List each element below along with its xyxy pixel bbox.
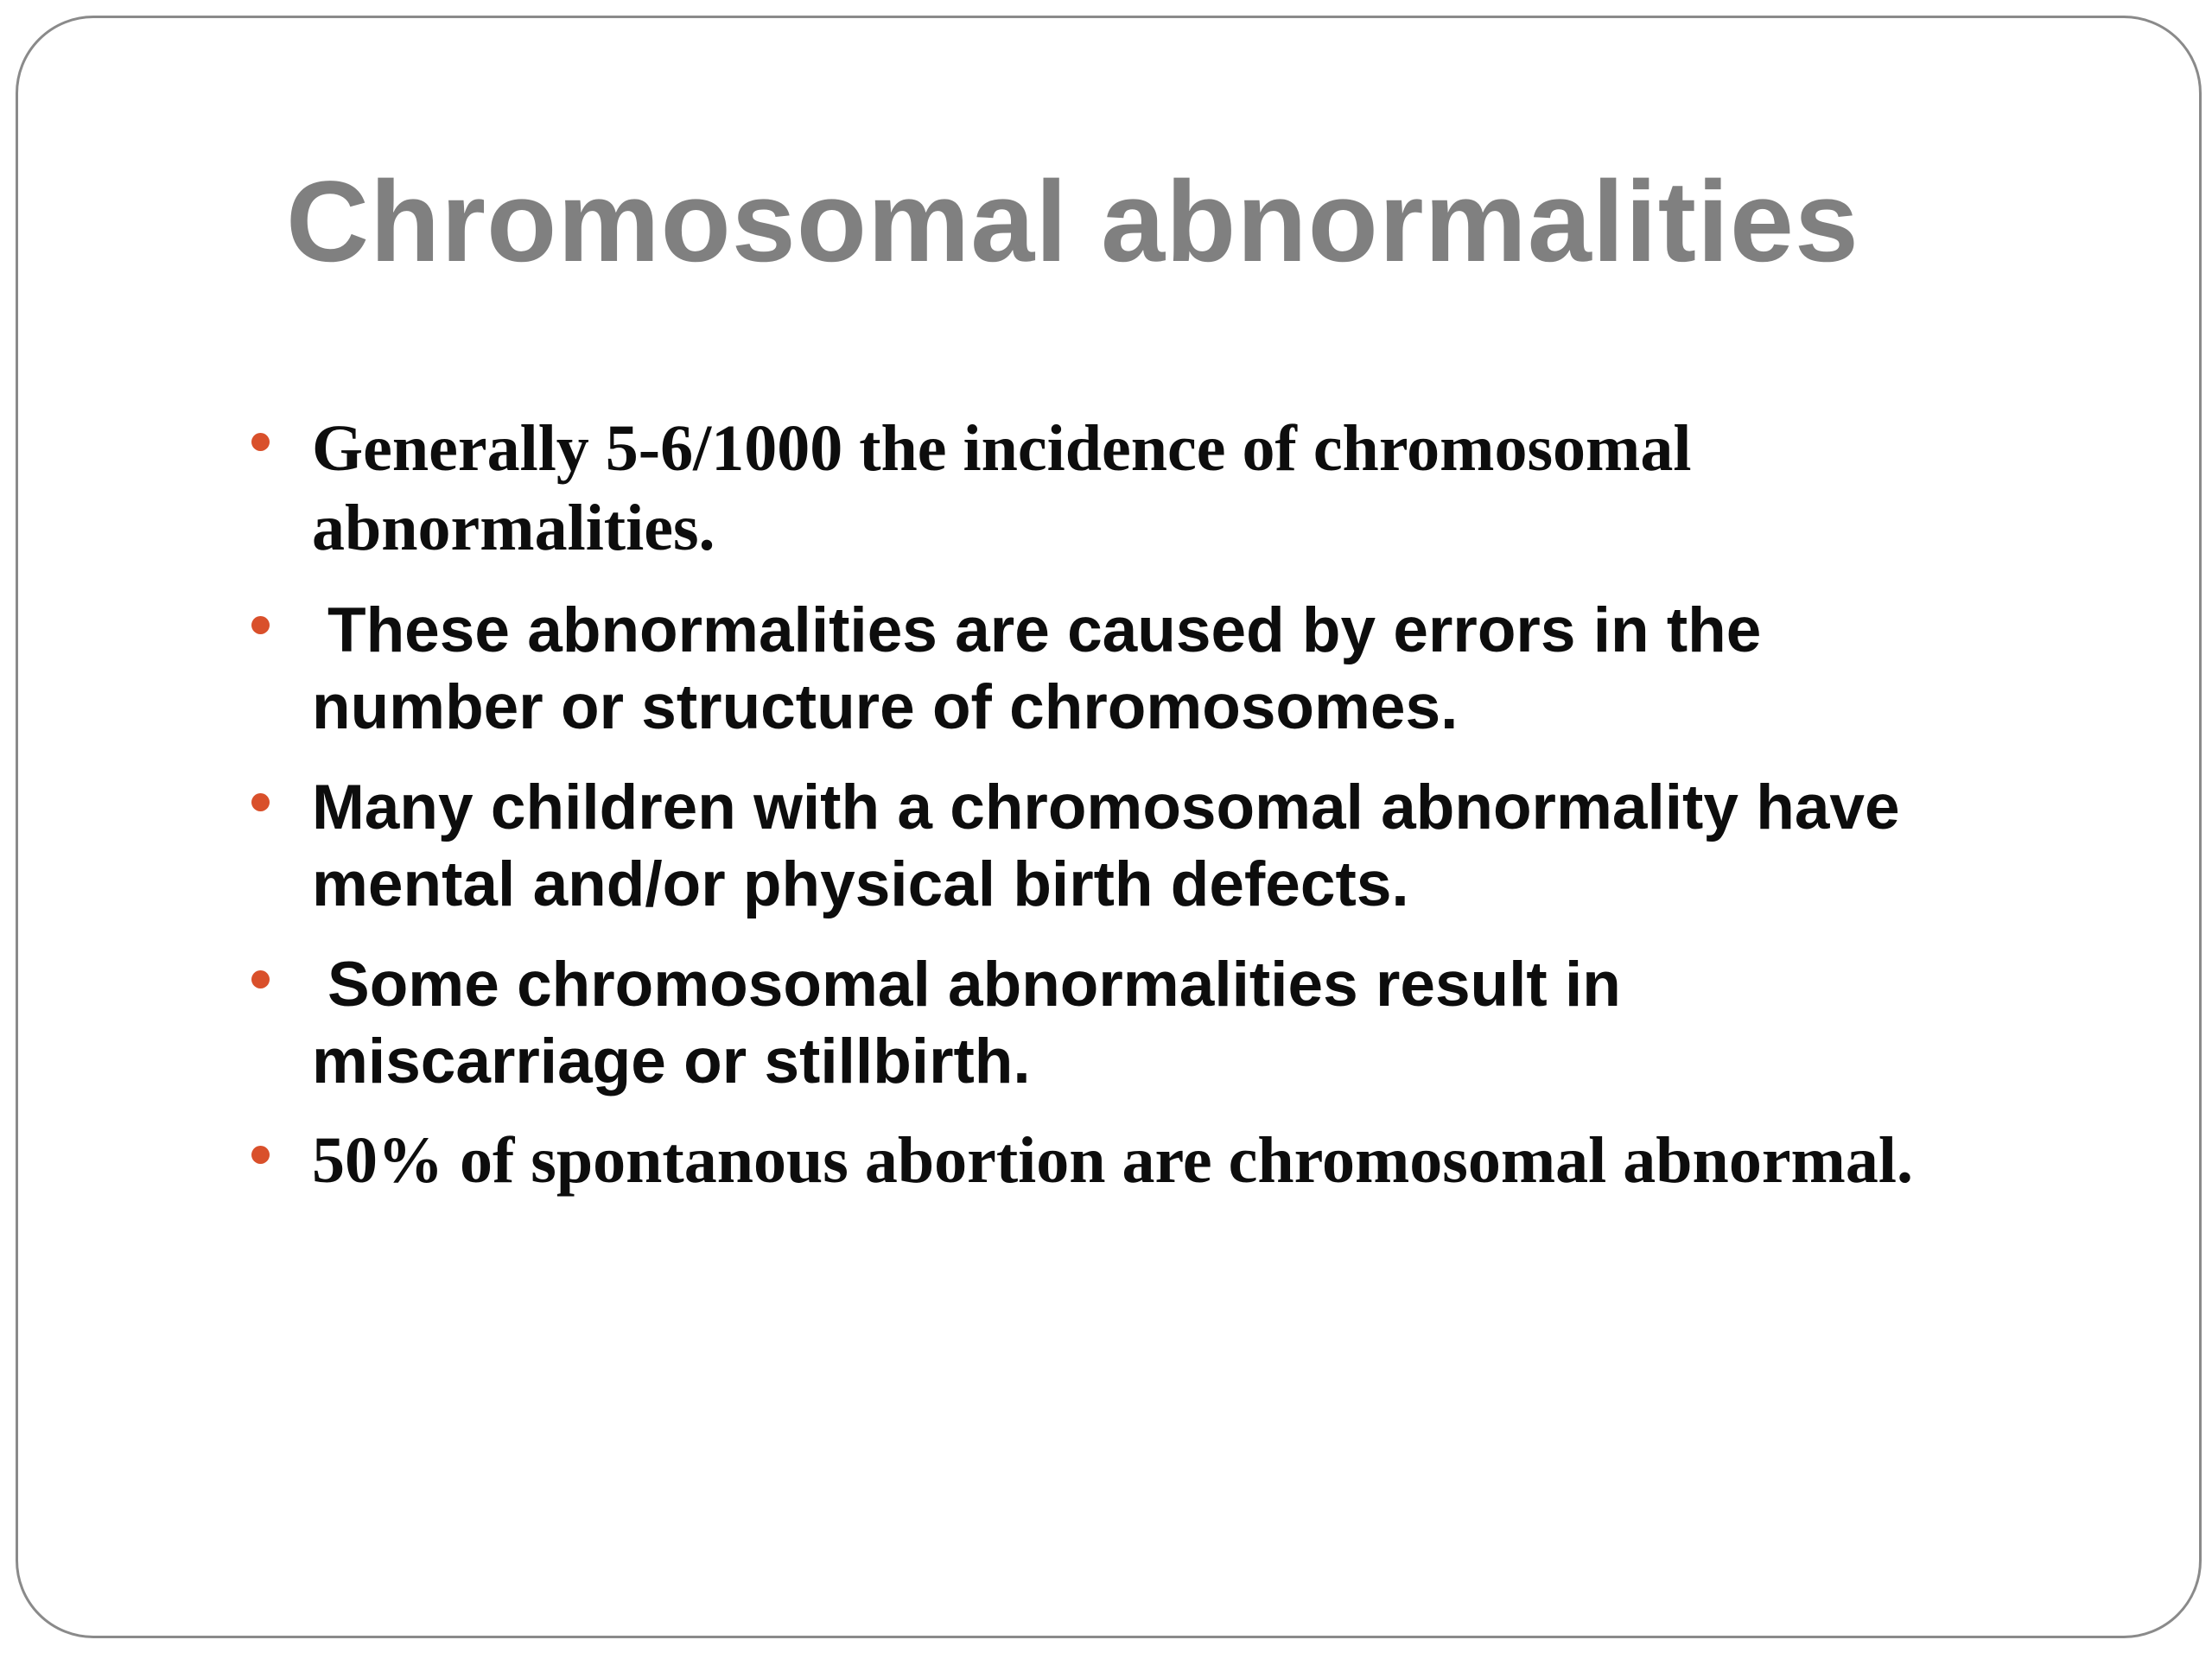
bullet-text: [312, 1121, 1913, 1200]
bullet-marker-icon: [251, 793, 270, 811]
bullet-text: [312, 409, 1691, 568]
slide-title: Chromosomal abnormalities: [286, 158, 1859, 286]
bullet-line: abnormalities.: [312, 492, 715, 564]
bullet-text: [312, 946, 1621, 1100]
bullet-marker-icon: [251, 433, 270, 451]
bullet-line: Some chromosomal abnormalities result in: [327, 950, 1621, 1020]
bullet-line: 50% of spontanous abortion are chromosomal abnormal.: [312, 1124, 1913, 1197]
bullet-line: miscarriage or stillbirth.: [312, 1027, 1031, 1096]
bullet-line: number or structure of chromosomes.: [312, 672, 1459, 742]
bullet-line: Generally 5-6/1000 the incidence of chromosomal: [312, 412, 1692, 485]
bullet-text: [312, 769, 1900, 923]
bullet-line: Many children with a chromosomal abnormality have: [312, 772, 1900, 842]
bullet-marker-icon: [251, 970, 270, 988]
slide: [16, 16, 2202, 1638]
bullet-marker-icon: [251, 1146, 270, 1164]
bullet-line: mental and/or physical birth defects.: [312, 849, 1409, 919]
bullet-line: These abnormalities are caused by errors in the: [327, 595, 1762, 665]
bullet-marker-icon: [251, 616, 270, 634]
bullet-text: [312, 592, 1761, 746]
